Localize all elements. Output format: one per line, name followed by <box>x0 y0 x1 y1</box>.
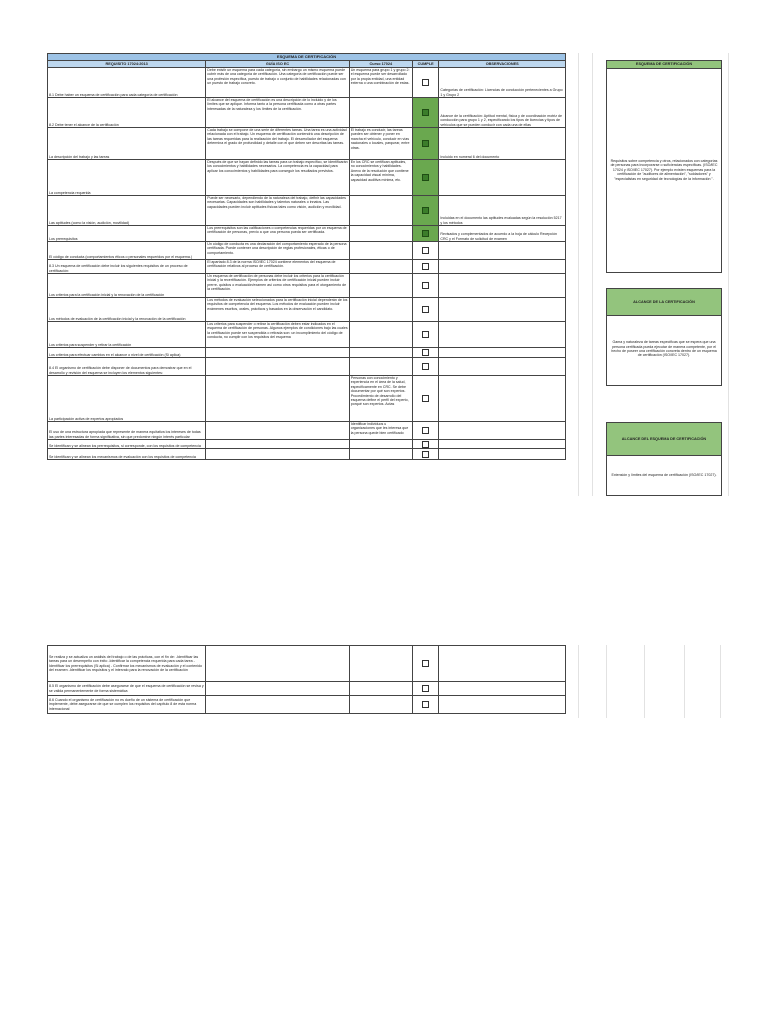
table-row <box>48 322 566 348</box>
requirement-cell: 8.6 Cuando el organismo de certificación no es dueño de un sistema de certificación que implemente, debe asegurarse de que se cumplen los requisitos del capítulo 8 de esta norma internacional <box>48 696 206 714</box>
guide-cell <box>206 440 349 449</box>
table-row <box>48 358 566 376</box>
cumple-checkbox[interactable] <box>422 263 429 270</box>
course-cell: En los CRC se certifican aptitudes, no conocimientos y habilidades. Anexo de la resolución que contiene la capacidad visual mínima, capacidad auditiva mínima, etc. <box>349 160 412 196</box>
empty-cell <box>206 646 349 682</box>
guide-cell <box>206 376 349 422</box>
cumple-cell <box>413 440 439 449</box>
table-title: ESQUEMA DE CERTIFICACIÓN <box>48 54 566 61</box>
guide-cell: Cada trabajo se compone de una serie de diferentes tareas. Una tarea es una actividad relacionada con el trabajo. Un esquema de certificación contendrá una descripción de las tareas requeridas para la realización del trabajo. El desarrollador del esquema determina el grado de profundidad y detalle con el que deben ser descritas las tareas. <box>206 128 349 160</box>
alcance-certificacion-text: Gama y naturaleza de tareas específicas que se espera que una persona certificada pueda ejecutar de manera competente, por el hecho de poseer una certificación concreta dentro de un esquema de certificación (ISO/IEC 17027). <box>611 340 717 358</box>
requirement-cell: Las aptitudes (como la visión, audición, movilidad) <box>48 196 206 226</box>
cumple-checkbox[interactable] <box>422 207 429 214</box>
requirement-cell: 8.2 Debe tener el alcance de la certificación <box>48 98 206 128</box>
guide-cell: El alcance del esquema de certificación es una descripción de lo incluido y de los límites que se aplique. Informa tanto a la persona certificada como a otras partes interesadas de la naturaleza y los límites de la certificación. <box>206 98 349 128</box>
observations-cell <box>439 298 566 322</box>
course-cell <box>349 348 412 358</box>
table-row <box>48 348 566 358</box>
cumple-cell <box>413 242 439 260</box>
cumple-checkbox[interactable] <box>422 282 429 289</box>
cumple-checkbox[interactable] <box>422 174 429 181</box>
table-row <box>48 128 566 160</box>
guide-cell <box>206 449 349 460</box>
requirement-cell: Los métodos de evaluación de la certificación inicial y la renovación de la certificación <box>48 298 206 322</box>
grid-line <box>720 645 721 718</box>
empty-cell <box>349 646 412 682</box>
alcance-certificacion-panel <box>606 288 722 386</box>
cumple-cell <box>413 298 439 322</box>
cumple-checkbox[interactable] <box>422 395 429 402</box>
guide-cell <box>206 422 349 440</box>
observations-cell <box>439 322 566 348</box>
table-row <box>48 196 566 226</box>
table-row <box>48 260 566 274</box>
grid-line <box>578 53 579 496</box>
table-row <box>48 160 566 196</box>
requirement-cell: Los criterios para suspender y retirar la certificación <box>48 322 206 348</box>
table-row <box>48 449 566 460</box>
cumple-checkbox[interactable] <box>422 451 429 458</box>
cumple-cell <box>413 696 439 714</box>
observations-cell: Incluidas en el documento las aptitudes evaluadas según la resolución 5217 y los métodos <box>439 196 566 226</box>
guide-cell <box>206 358 349 376</box>
cumple-checkbox[interactable] <box>422 685 429 692</box>
cumple-cell <box>413 160 439 196</box>
requirement-cell: Los criterios para la certificación inicial y la renovación de la certificación <box>48 274 206 298</box>
empty-cell <box>206 696 349 714</box>
cumple-checkbox[interactable] <box>422 427 429 434</box>
cumple-checkbox[interactable] <box>422 79 429 86</box>
observations-cell <box>439 422 566 440</box>
alcance-esquema-text: Extensión y límites del esquema de certificación (ISO/IEC 17027). <box>611 472 717 477</box>
esquema-definition-title: ESQUEMA DE CERTIFICACIÓN <box>607 61 721 69</box>
cumple-checkbox[interactable] <box>422 331 429 338</box>
esquema-definition-text: Requisitos sobre competencia y otros, relacionados con categorías de personas para incorporarse o suficiencias específicas. (ISO/IEC 17024 y ISO/IEC 17027). Por ejemplo existen esquemas para la certificación de "auditores de alimentación", "soldadores" y "especialistas en seguridad de tecnologías de la información ". <box>610 158 718 181</box>
requirement-cell: 8.5 El organismo de certificación debe asegurarse de que el esquema de certificación se revisa y se valida permanentemente de forma sistemática <box>48 682 206 696</box>
requirement-cell: Se identifican y se alinean los prerrequisitos, si corresponde, con los requisitos de competencia <box>48 440 206 449</box>
observations-cell <box>439 348 566 358</box>
cumple-cell <box>413 348 439 358</box>
cumple-cell <box>413 226 439 242</box>
table-row <box>48 98 566 128</box>
observations-cell: Incluido en numeral 6 del documento <box>439 128 566 160</box>
cumple-cell <box>413 682 439 696</box>
course-cell: Personas con conocimiento y experiencia en el área de la salud, específicamente en CRC. Se debe documentar por qué son expertos. Procedimiento de desarrollo del esquema define el perfil del experto, porqué son expertos. Actas <box>349 376 412 422</box>
grid-line <box>728 53 729 496</box>
requirement-cell: Los criterios para efectuar cambios en el alcance o nivel de certificación (Si aplica) <box>48 348 206 358</box>
observations-cell: Alcance de la certificación: Aptitud mental, física y de coordinación motriz de conducción para grupo 1 y 2, especificando los tipos de licencias y tipos de vehículos que se pueden conducir con cada una de ellas <box>439 98 566 128</box>
column-header: OBSERVACIONES <box>439 61 566 68</box>
course-cell <box>349 440 412 449</box>
course-cell: Identificar individuos u organizaciones que les interesa que la persona quede bien certificado <box>349 422 412 440</box>
grid-line <box>592 53 593 496</box>
guide-cell <box>206 348 349 358</box>
table-row <box>48 682 566 696</box>
cumple-checkbox[interactable] <box>422 363 429 370</box>
observations-cell <box>439 696 566 714</box>
cumple-cell <box>413 358 439 376</box>
observations-cell <box>439 682 566 696</box>
observations-cell: Categorías de certificación: Licencias de conducción pertenecientes a Grupo 1 y Grupo 2 <box>439 68 566 98</box>
observations-cell <box>439 358 566 376</box>
guide-cell: Un código de conducta es una declaración del comportamiento esperado de la persona certificada. Puede contener una descripción de reglas profesionales, éticas o de comportamiento. <box>206 242 349 260</box>
cumple-checkbox[interactable] <box>422 441 429 448</box>
course-cell: El trabajo es conducir, las tareas pueden ser obtener y poner en marcha el vehículo, conducir en vías nacionales o locales, parquear, entre otras. <box>349 128 412 160</box>
table-row <box>48 422 566 440</box>
table-row <box>48 440 566 449</box>
course-cell <box>349 98 412 128</box>
cumple-cell <box>413 68 439 98</box>
requirement-cell: La competencia requerida <box>48 160 206 196</box>
cumple-cell <box>413 376 439 422</box>
observations-cell: Revisados y complementados de acuerdo a la hoja de cálculo Recepción CRC y el Formato de solicitud de examen <box>439 226 566 242</box>
guide-cell: Un esquema de certificación de personas debe incluir los criterios para la certificación inicial y la recertificación. Ejemplos de criterios de certificación inicial pueden incluir prerre- quisitos o evaluación/examen así como otros requisitos para el otorgamiento de la certificación. <box>206 274 349 298</box>
requirement-cell: La participación activa de expertos apropiados <box>48 376 206 422</box>
observations-cell <box>439 376 566 422</box>
cumple-checkbox[interactable] <box>422 247 429 254</box>
observations-cell <box>439 449 566 460</box>
cumple-checkbox[interactable] <box>422 230 429 237</box>
certification-scheme-table-continued <box>47 645 566 714</box>
requirement-cell: El uso de una estructura apropiada que represente de manera equitativa los intereses de todas las partes interesadas de forma significativa, sin que predomine ningún interés particular <box>48 422 206 440</box>
requirement-cell: La descripción del trabajo y las tareas <box>48 128 206 160</box>
cumple-checkbox[interactable] <box>422 306 429 313</box>
requirement-cell: El código de conducta (comportamientos éticos o personales requeridos por el esquema.) <box>48 242 206 260</box>
course-cell <box>349 274 412 298</box>
guide-cell: Los métodos de evaluación seleccionados para la certificación inicial dependerán de los requisitos de competencia del esquema. Los métodos de evaluación pueden incluir exámenes escritos, orales, prácticos y basados en la observación el candidato. <box>206 298 349 322</box>
cumple-cell <box>413 422 439 440</box>
guide-cell: El apartado 8.3 de la norma ISO/IEC 17024 contiene elementos del esquema de certificación relativos al proceso de certificación. <box>206 260 349 274</box>
observations-cell <box>439 440 566 449</box>
alcance-certificacion-title: ALCANCE DE LA CERTIFICACIÓN <box>607 289 721 316</box>
alcance-esquema-title: ALCANCE DEL ESQUEMA DE CERTIFICACIÓN <box>607 423 721 456</box>
guide-cell: Los criterios para suspender o retirar la certificación deben estar indicados en el esquema de certificación de personas. Algunos ejemplos de condiciones bajo las cuales la certificación puede ser suspendida o retirada son: un incumplimiento del código de conducta, no cumplir con los requisitos del esquema <box>206 322 349 348</box>
course-cell <box>349 260 412 274</box>
course-cell <box>349 449 412 460</box>
guide-cell: Debe existir un esquema para cada categoría, sin embargo un mismo esquema puede cubrir más de una categoría de certificación. Una categoría de certificación puede ser una profesión específica, puesto de trabajo o conjunto de habilidades relacionadas con un puesto de trabajo concreto. <box>206 68 349 98</box>
observations-cell <box>439 646 566 682</box>
empty-cell <box>206 682 349 696</box>
grid-line <box>684 645 685 718</box>
course-cell <box>349 196 412 226</box>
requirement-cell: 8.3 Un esquema de certificación debe incluir los siguientes requisitos de un proceso de certificación: <box>48 260 206 274</box>
table-row <box>48 274 566 298</box>
observations-cell <box>439 160 566 196</box>
course-cell <box>349 242 412 260</box>
column-header: CUMPLE <box>413 61 439 68</box>
requirement-cell: Los prerrequisitos <box>48 226 206 242</box>
empty-cell <box>349 682 412 696</box>
grid-line <box>578 645 579 718</box>
table-row <box>48 68 566 98</box>
course-cell <box>349 358 412 376</box>
cumple-cell <box>413 274 439 298</box>
observations-cell <box>439 260 566 274</box>
guide-cell: Puede ser necesario, dependiendo de la naturaleza del trabajo, definir las capacidades necesarias. Capacidades son habilidades y talentos naturales o innatos. Las capacidades pueden incluir aptitudes físicas tales como visión, audición y movilidad. <box>206 196 349 226</box>
table-row <box>48 376 566 422</box>
cumple-cell <box>413 196 439 226</box>
cumple-cell <box>413 646 439 682</box>
empty-cell <box>349 696 412 714</box>
column-header: Curso 17024 <box>349 61 412 68</box>
grid-line <box>606 645 607 718</box>
guide-cell: Los prerrequisitos son las calificaciones o competencias requeridas por un esquema de certificación de personas, previo a que una persona pueda ser certificada. <box>206 226 349 242</box>
column-header: GUÍA ISO EC <box>206 61 349 68</box>
table-row <box>48 298 566 322</box>
course-cell: Un esquema para grupo 1 y grupo 2: el esquema puede ser desarrollado por la propia entidad, una entidad externa o una combinación de estas. <box>349 68 412 98</box>
cumple-cell <box>413 260 439 274</box>
cumple-cell <box>413 98 439 128</box>
requirement-cell: 8.1 Debe haber un esquema de certificación para cada categoría de certificación <box>48 68 206 98</box>
requirement-cell: Se realiza y se actualiza un análisis del trabajo o de las prácticas, con el fin de: -Identificar las tareas para un desempeño con éxito -Identificar la competencia requerida para cada tarea -Identificar los prerrequisitos (Si aplica) - Confirmar los mecanismos de evaluación y el contenido del examen -Identificar los requisitos y el intervalo para la renovación de la certificación <box>48 646 206 682</box>
column-header: REQUISITO 17024:2013 <box>48 61 206 68</box>
requirement-cell: 8.4 El organismo de certificación debe disponer de documentos para demostrar que en el desarrollo y revisión del esquema se incluyen los elementos siguientes: <box>48 358 206 376</box>
grid-line <box>644 645 645 718</box>
guide-cell: Después de que se hayan definido las tareas para un trabajo específico, se identificarán los conocimientos y habilidades necesarios. La competencia es la capacidad para aplicar los conocimientos y habilidades para conseguir los resultados previstos. <box>206 160 349 196</box>
observations-cell <box>439 242 566 260</box>
observations-cell <box>439 274 566 298</box>
cumple-checkbox[interactable] <box>422 140 429 147</box>
course-cell <box>349 226 412 242</box>
cumple-checkbox[interactable] <box>422 660 429 667</box>
course-cell <box>349 322 412 348</box>
cumple-checkbox[interactable] <box>422 109 429 116</box>
alcance-esquema-panel <box>606 422 722 496</box>
cumple-cell <box>413 128 439 160</box>
table-row <box>48 646 566 682</box>
cumple-checkbox[interactable] <box>422 349 429 356</box>
requirement-cell: Se identifican y se alinean los mecanismos de evaluación con los requisitos de competencia <box>48 449 206 460</box>
course-cell <box>349 298 412 322</box>
certification-scheme-table <box>47 53 566 460</box>
cumple-cell <box>413 322 439 348</box>
esquema-definition-panel <box>606 60 722 273</box>
cumple-cell <box>413 449 439 460</box>
table-row <box>48 242 566 260</box>
table-row <box>48 696 566 714</box>
table-row <box>48 226 566 242</box>
cumple-checkbox[interactable] <box>422 701 429 708</box>
